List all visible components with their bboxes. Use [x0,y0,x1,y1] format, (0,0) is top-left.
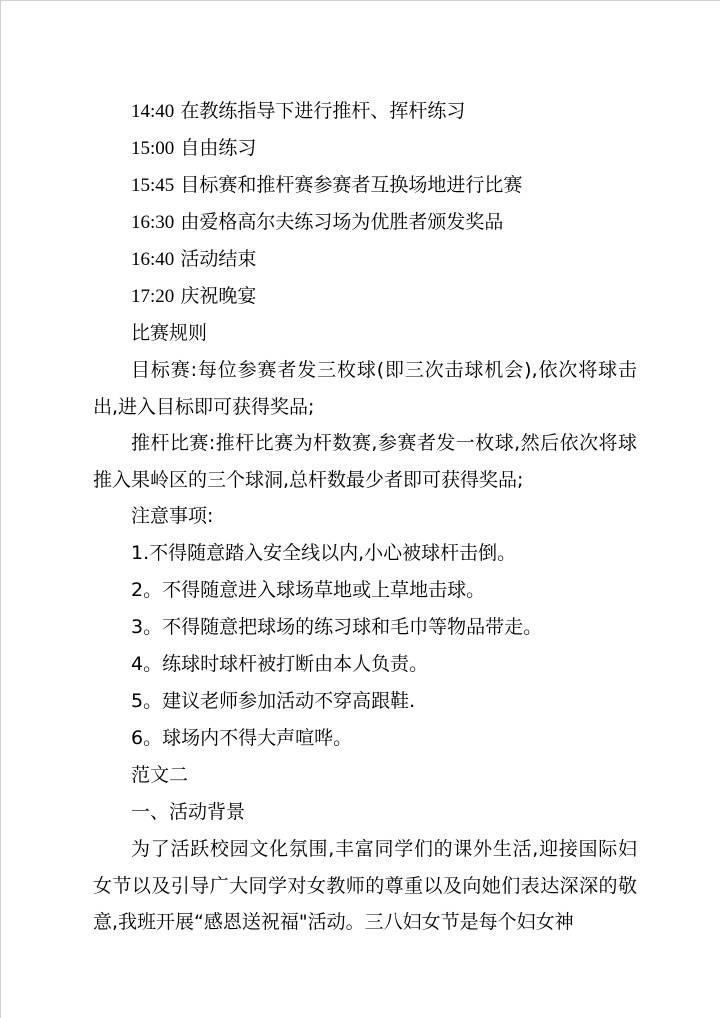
schedule-item [93,204,637,241]
schedule-text: 目标赛和推杆赛参赛者互换场地进行比赛 [180,174,523,196]
schedule-time: 16:40 [131,249,175,270]
schedule-time: 17:20 [131,286,175,307]
notes-heading: 注意事项: [131,505,214,527]
note-item: 2。不得随意进入球场草地或上草地击球。 [131,579,486,601]
schedule-text: 在教练指导下进行推杆、挥杆练习 [180,100,466,122]
schedule-text: 自由练习 [180,137,257,159]
note-item: 5。建议老师参加活动不穿高跟鞋. [131,690,416,712]
document-body [93,93,637,941]
background-paragraph: 为了活跃校园文化氛围,丰富同学们的课外生活,迎接国际妇女节以及引导广大同学对女教师的尊重以及向她们表达深深的敬意,我班开展“感恩送祝福"活动。三八妇女节是每个妇女神 [93,838,637,933]
schedule-item [93,278,637,315]
schedule-text: 庆祝晚宴 [180,285,257,307]
schedule-item [93,130,637,167]
note-item: 3。不得随意把球场的练习球和毛巾等物品带走。 [131,616,543,638]
note-item: 4。练球时球杆被打断由本人负责。 [131,653,429,675]
schedule-time: 16:30 [131,212,175,233]
schedule-time: 15:00 [131,138,175,159]
schedule-time: 14:40 [131,101,175,122]
schedule-text: 由爱格高尔夫练习场为优胜者颁发奖品 [180,211,504,233]
section-title: 范文二 [131,764,189,786]
rule-putt-paragraph: 推杆比赛:推杆比赛为杆数赛,参赛者发一枚球,然后依次将球推入果岭区的三个球洞,总杆数最少者即可获得奖品; [93,432,637,491]
rules-heading: 比赛规则 [131,322,208,344]
schedule-item [93,241,637,278]
schedule-item [93,167,637,204]
schedule-text: 活动结束 [180,248,257,270]
background-heading: 一、活动背景 [131,801,246,823]
note-item: 1.不得随意踏入安全线以内,小心被球杆击倒。 [131,542,517,564]
schedule-time: 15:45 [131,175,175,196]
schedule-item [93,93,637,130]
rule-target-paragraph: 目标赛:每位参赛者发三枚球(即三次击球机会),依次将球击出,进入目标即可获得奖品; [93,359,637,418]
note-item: 6。球场内不得大声喧哗。 [131,727,353,749]
